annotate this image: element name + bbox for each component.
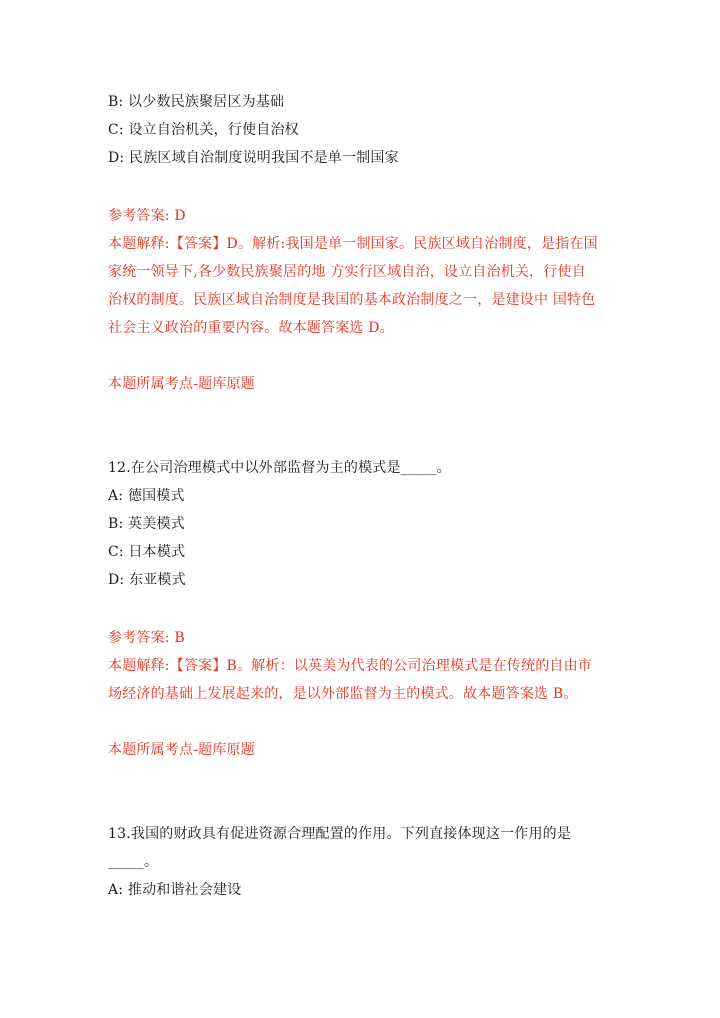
explanation-line: 场经济的基础上发展起来的，是以外部监督为主的模式。故本题答案选 B。 [108, 686, 578, 702]
question-source: 本题所属考点-题库原题 [108, 742, 255, 758]
question-13-block [108, 820, 618, 904]
document-page [108, 88, 618, 904]
question-stem: 13.我国的财政具有促进资源合理配置的作用。下列直接体现这一作用的是 [108, 826, 572, 842]
option-a: A: 德国模式 [108, 488, 185, 504]
reference-answer: 参考答案: D [108, 208, 186, 224]
reference-answer: 参考答案: B [108, 630, 185, 646]
explanation-line: 家统一领导下,各少数民族聚居的地 方实行区域自治，设立自治机关，行使自 [108, 264, 586, 280]
explanation-line: 社会主义政治的重要内容。故本题答案选 D。 [108, 320, 394, 336]
option-a: A: 推动和谐社会建设 [108, 882, 242, 898]
question-11-block [108, 88, 618, 398]
explanation-line: 本题解释:【答案】B。解析：以英美为代表的公司治理模式是在传统的自由市 [108, 658, 593, 674]
question-stem: 12.在公司治理模式中以外部监督为主的模式是_____。 [108, 460, 451, 476]
question-stem-continued: _____。 [108, 854, 159, 870]
option-b: B: 以少数民族聚居区为基础 [108, 94, 285, 110]
option-d: D: 东亚模式 [108, 572, 186, 588]
option-b: B: 英美模式 [108, 516, 185, 532]
question-source: 本题所属考点-题库原题 [108, 376, 255, 392]
explanation-line: 本题解释:【答案】D。解析:我国是单一制国家。民族区域自治制度，是指在国 [108, 236, 598, 252]
option-c: C: 日本模式 [108, 544, 186, 560]
question-12-block [108, 454, 618, 764]
option-d: D: 民族区域自治制度说明我国不是单一制国家 [108, 150, 399, 166]
option-c: C: 设立自治机关，行使自治权 [108, 122, 299, 138]
explanation-line: 治权的制度。民族区域自治制度是我国的基本政治制度之一，是建设中 国特色 [108, 292, 596, 308]
